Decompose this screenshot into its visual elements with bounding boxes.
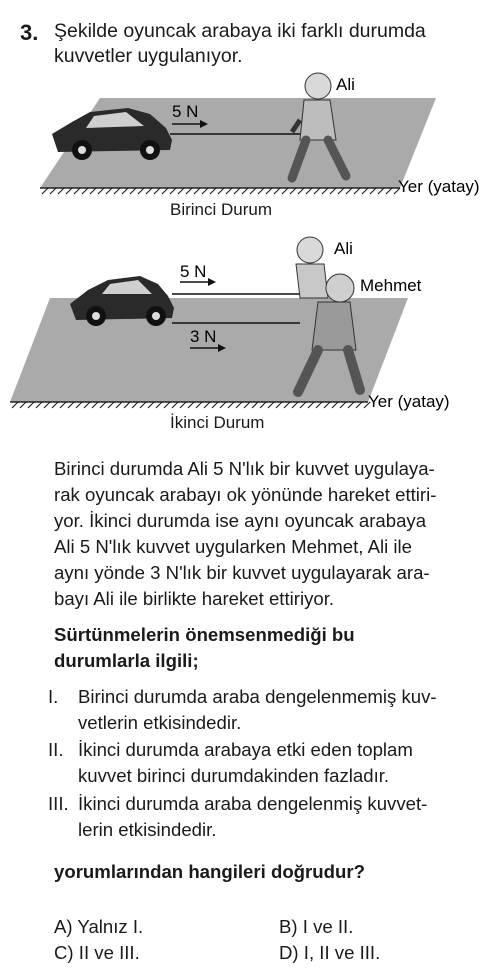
statement-3-line-2: lerin etkisindedir.: [78, 819, 217, 840]
boy-ali: [296, 237, 328, 298]
ground-hatching: [12, 402, 370, 408]
prompt-line-1: Sürtünmelerin önemsenmediği bu: [54, 624, 355, 645]
paragraph-line-5: aynı yönde 3 N'lık bir kuvvet uygulayarak ara-: [54, 562, 430, 583]
person2-label: Mehmet: [360, 276, 422, 295]
statement-3-numeral: III.: [48, 793, 69, 814]
intro-line-2: kuvvetler uygulanıyor.: [54, 45, 243, 67]
toy-car: [70, 276, 174, 326]
statement-1-numeral: I.: [48, 686, 59, 707]
option-a[interactable]: A) Yalnız I.: [54, 916, 144, 937]
ground-label: Yer (yatay): [368, 392, 450, 411]
prompt-line-2: durumlarla ilgili;: [54, 650, 199, 671]
statement-2-line-1: İkinci durumda arabaya etki eden toplam: [78, 739, 413, 760]
paragraph-line-2: rak oyuncak arabayı ok yönünde hareket ettiri-: [54, 484, 437, 505]
statement-1-line-1: Birinci durumda araba dengelenmemiş kuv-: [78, 686, 437, 707]
statement-1-line-2: vetlerin etkisindedir.: [78, 712, 242, 733]
figure-second-case: [0, 232, 502, 412]
ground-hatching: [42, 188, 400, 194]
statement-2-numeral: II.: [48, 739, 64, 760]
paragraph-line-6: bayı Ali ile birlikte hareket ettiriyor.: [54, 588, 335, 609]
paragraph-line-3: yor. İkinci durumda ise aynı oyuncak arabaya: [54, 510, 427, 531]
statement-2-line-2: kuvvet birinci durumdakinden fazladır.: [78, 765, 390, 786]
option-d[interactable]: D) I, II ve III.: [279, 942, 381, 963]
ground-label: Yer (yatay): [398, 177, 480, 196]
person1-label: Ali: [334, 239, 353, 258]
option-b[interactable]: B) I ve II.: [279, 916, 354, 937]
statement-3-line-1: İkinci durumda araba dengelenmiş kuvvet-: [78, 793, 428, 814]
force1-label: 5 N: [180, 262, 207, 281]
paragraph-line-1: Birinci durumda Ali 5 N'lık bir kuvvet uygulaya-: [54, 458, 435, 479]
intro-line-1: Şekilde oyuncak arabaya iki farklı durumda: [54, 20, 426, 42]
caption-first-case: Birinci Durum: [170, 200, 273, 219]
force-label: 5 N: [172, 102, 199, 121]
caption-second-case: İkinci Durum: [170, 413, 265, 432]
option-c[interactable]: C) II ve III.: [54, 942, 140, 963]
question-number: 3.: [20, 20, 39, 45]
question-line: yorumlarından hangileri doğrudur?: [54, 861, 365, 882]
force2-label: 3 N: [190, 327, 217, 346]
person-label: Ali: [336, 75, 355, 94]
paragraph-line-4: Ali 5 N'lık kuvvet uygularken Mehmet, Ali ile: [54, 536, 413, 557]
